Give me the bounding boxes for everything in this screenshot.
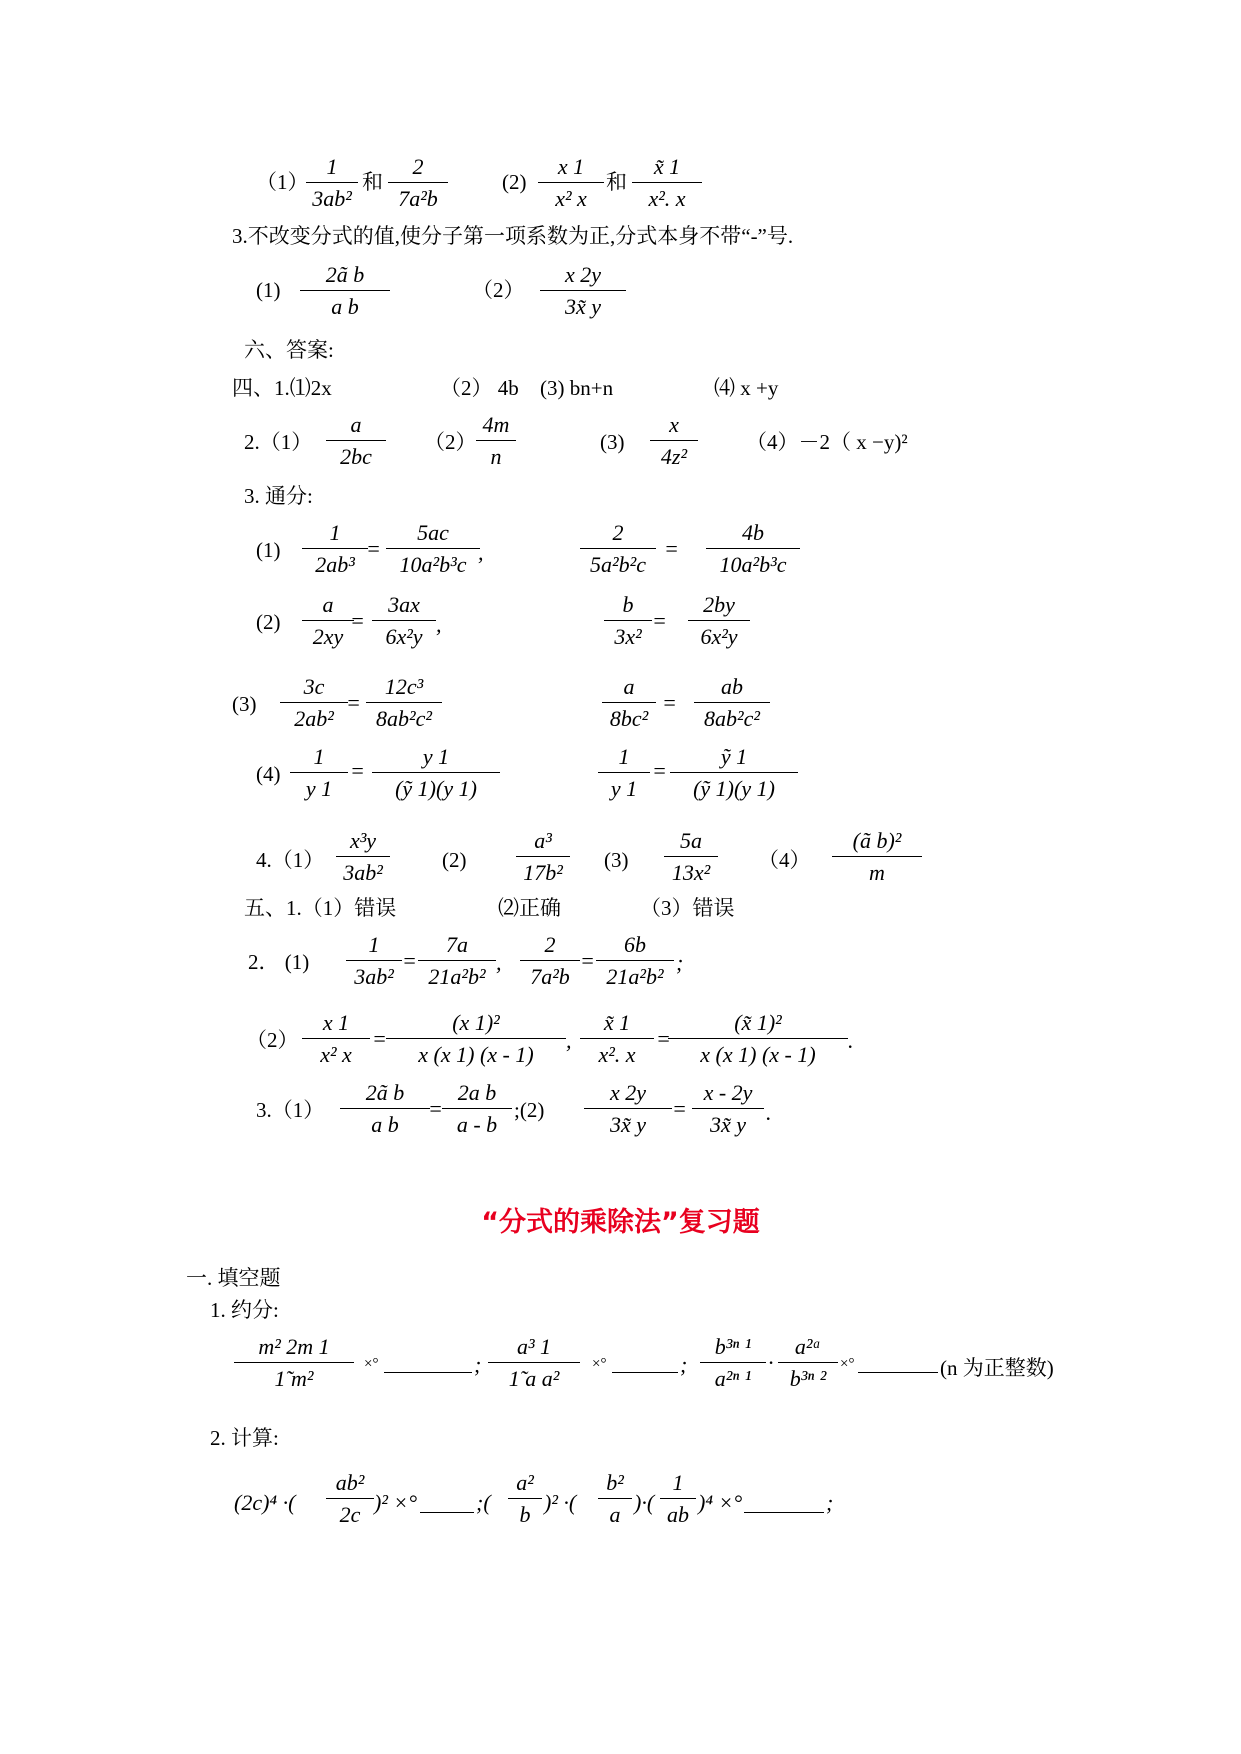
- fraction: (x 1)² x (x 1) (x - 1): [386, 1010, 566, 1068]
- fraction: 5ac 10a²b³c: [386, 520, 480, 578]
- equals-sign: =: [428, 1096, 443, 1121]
- garbled-equals: ×°: [364, 1356, 379, 1372]
- q3-part2-label: （2）: [472, 278, 525, 302]
- period: .: [848, 1028, 854, 1053]
- part-label: ;(2): [514, 1098, 545, 1122]
- part-label: (4): [256, 762, 281, 786]
- fraction: 1 y 1: [598, 744, 650, 802]
- fraction: x̃ 1 x². x: [632, 154, 702, 212]
- semicolon: ;: [474, 1352, 482, 1377]
- answer-4-2d: （4）－2（ x −y)²: [746, 430, 908, 454]
- fraction: b³ⁿ ¹ a²ⁿ ¹: [700, 1334, 766, 1392]
- fraction: 4m n: [476, 412, 516, 470]
- fraction: m² 2m 1 1̃ m²: [234, 1334, 354, 1392]
- fraction: (ã b)² m: [832, 828, 922, 886]
- fraction: ỹ 1 (ỹ 1)(y 1): [670, 744, 798, 802]
- comma: ,: [436, 612, 442, 637]
- connector-he: 和: [362, 170, 383, 194]
- fraction: x³y 3ab²: [336, 828, 390, 886]
- equals-sign: =: [652, 608, 667, 633]
- fraction: 1 ab: [660, 1470, 696, 1528]
- section-title: “分式的乘除法”复习题: [481, 1207, 760, 1238]
- semicolon: ;: [676, 950, 684, 975]
- fraction: x̃ 1 x². x: [580, 1010, 654, 1068]
- part-label: (3): [604, 848, 629, 872]
- comma: ,: [478, 540, 484, 565]
- note-n-positive: (n 为正整数): [940, 1356, 1054, 1380]
- fraction: 1 2ab³: [302, 520, 368, 578]
- part-label: (3): [600, 430, 625, 454]
- fraction: a³ 1 1̃ a a²: [488, 1334, 580, 1392]
- semicolon: ;: [826, 1490, 834, 1515]
- answer-blank[interactable]: [744, 1492, 824, 1513]
- fraction: b 3x²: [604, 592, 652, 650]
- expression: )² ·(: [544, 1490, 577, 1515]
- dot-operator: ·: [768, 1350, 774, 1375]
- answer-4-2-label: 2.（1）: [244, 430, 313, 454]
- fraction: x 1 x² x: [538, 154, 604, 212]
- fraction: ab 8ab²c²: [694, 674, 770, 732]
- fraction: b² a: [598, 1470, 632, 1528]
- fraction: x 4z²: [650, 412, 698, 470]
- q3-text: 3.不改变分式的值,使分子第一项系数为正,分式本身不带“-”号.: [232, 224, 794, 248]
- part-label: (2): [256, 610, 281, 634]
- part-label: (1): [256, 538, 281, 562]
- fraction: 2 7a²b: [520, 932, 580, 990]
- fraction: (x̃ 1)² x (x 1) (x - 1): [668, 1010, 848, 1068]
- equals-sign: =: [346, 690, 361, 715]
- equals-sign: =: [580, 948, 595, 973]
- fraction: a² b: [508, 1470, 542, 1528]
- fraction: x 2y 3x̃ y: [584, 1080, 672, 1138]
- equals-sign: =: [350, 608, 365, 633]
- equals-sign: =: [350, 758, 365, 783]
- answer-4-1c: (3) bn+n: [540, 376, 614, 400]
- answers-heading: 六、答案:: [244, 338, 334, 362]
- equals-sign: =: [664, 536, 679, 561]
- fraction: a 8bc²: [602, 674, 656, 732]
- answer-blank[interactable]: [858, 1352, 938, 1373]
- equals-sign: =: [372, 1026, 387, 1051]
- fraction: a²ᵃ b³ⁿ ²: [778, 1334, 838, 1392]
- part-label: 3.（1）: [256, 1098, 325, 1122]
- semicolon: ;: [680, 1352, 688, 1377]
- fraction: 12c³ 8ab²c²: [366, 674, 442, 732]
- expression: )·(: [634, 1490, 655, 1515]
- part-label: （2）: [424, 430, 477, 454]
- part-label: (2): [442, 848, 467, 872]
- comma: ,: [496, 950, 502, 975]
- fraction: x - 2y 3x̃ y: [692, 1080, 764, 1138]
- equals-sign: =: [402, 948, 417, 973]
- answer-4-4-label: 4.（1）: [256, 848, 325, 872]
- fraction: 2 5a²b²c: [580, 520, 656, 578]
- garbled-equals: ×°: [840, 1356, 855, 1372]
- equals-sign: =: [662, 690, 677, 715]
- fraction: 1 3ab²: [346, 932, 402, 990]
- fraction: a 2bc: [326, 412, 386, 470]
- answer-4-1a: 四、1.⑴2x: [232, 376, 332, 400]
- answer-5-1a: 五、1.（1）错误: [244, 896, 397, 920]
- q2-part2-label: (2): [502, 170, 527, 194]
- answer-5-1b: ⑵正确: [498, 896, 561, 920]
- q3-part1-label: (1): [256, 278, 281, 302]
- equals-sign: =: [652, 758, 667, 783]
- fraction: 3ax 6x²y: [372, 592, 436, 650]
- expression: ;(: [476, 1490, 491, 1515]
- answer-4-3-heading: 3. 通分:: [244, 484, 313, 508]
- fraction: a³ 17b²: [516, 828, 570, 886]
- answer-blank[interactable]: [612, 1352, 678, 1373]
- comma: ,: [566, 1028, 572, 1053]
- fraction: 3c 2ab²: [280, 674, 348, 732]
- fraction: 4b 10a²b³c: [706, 520, 800, 578]
- fraction: 2by 6x²y: [688, 592, 750, 650]
- q1-label: 1. 约分:: [210, 1298, 279, 1322]
- fraction: 2a b a - b: [442, 1080, 512, 1138]
- connector-he: 和: [606, 170, 627, 194]
- fraction: 6b 21a²b²: [596, 932, 674, 990]
- expression: )² ×°: [374, 1490, 418, 1515]
- equals-sign: =: [366, 536, 381, 561]
- q2-label: 2. 计算:: [210, 1426, 279, 1450]
- fraction: 2ã b a b: [300, 262, 390, 320]
- fraction: 2ã b a b: [340, 1080, 430, 1138]
- part-label: （2）: [246, 1028, 299, 1052]
- answer-blank[interactable]: [420, 1492, 474, 1513]
- part1-heading: 一. 填空题: [186, 1266, 281, 1290]
- part-label: （4）: [758, 848, 811, 872]
- expression: )⁴ ×°: [698, 1490, 743, 1515]
- fraction: 5a 13x²: [664, 828, 718, 886]
- period: .: [766, 1100, 772, 1125]
- equals-sign: =: [656, 1026, 671, 1051]
- fraction: 1 y 1: [290, 744, 348, 802]
- fraction: ab² 2c: [326, 1470, 374, 1528]
- fraction: x 2y 3x̃ y: [540, 262, 626, 320]
- part-label: 2． (1): [248, 950, 310, 974]
- fraction: 7a 21a²b²: [418, 932, 496, 990]
- q2-part1-label: （1）: [256, 170, 309, 194]
- garbled-equals: ×°: [592, 1356, 607, 1372]
- part-label: (3): [232, 692, 257, 716]
- answer-blank[interactable]: [384, 1352, 472, 1373]
- expression: (2c)⁴ ·(: [234, 1490, 296, 1515]
- answer-4-1d: ⑷ x +y: [714, 376, 779, 400]
- fraction: a 2xy: [302, 592, 354, 650]
- fraction: x 1 x² x: [302, 1010, 370, 1068]
- fraction: 1 3ab²: [306, 154, 358, 212]
- answer-4-1b: （2） 4b: [440, 376, 519, 400]
- fraction: y 1 (ỹ 1)(y 1): [372, 744, 500, 802]
- answer-5-1c: （3）错误: [640, 896, 735, 920]
- fraction: 2 7a²b: [388, 154, 448, 212]
- equals-sign: =: [672, 1096, 687, 1121]
